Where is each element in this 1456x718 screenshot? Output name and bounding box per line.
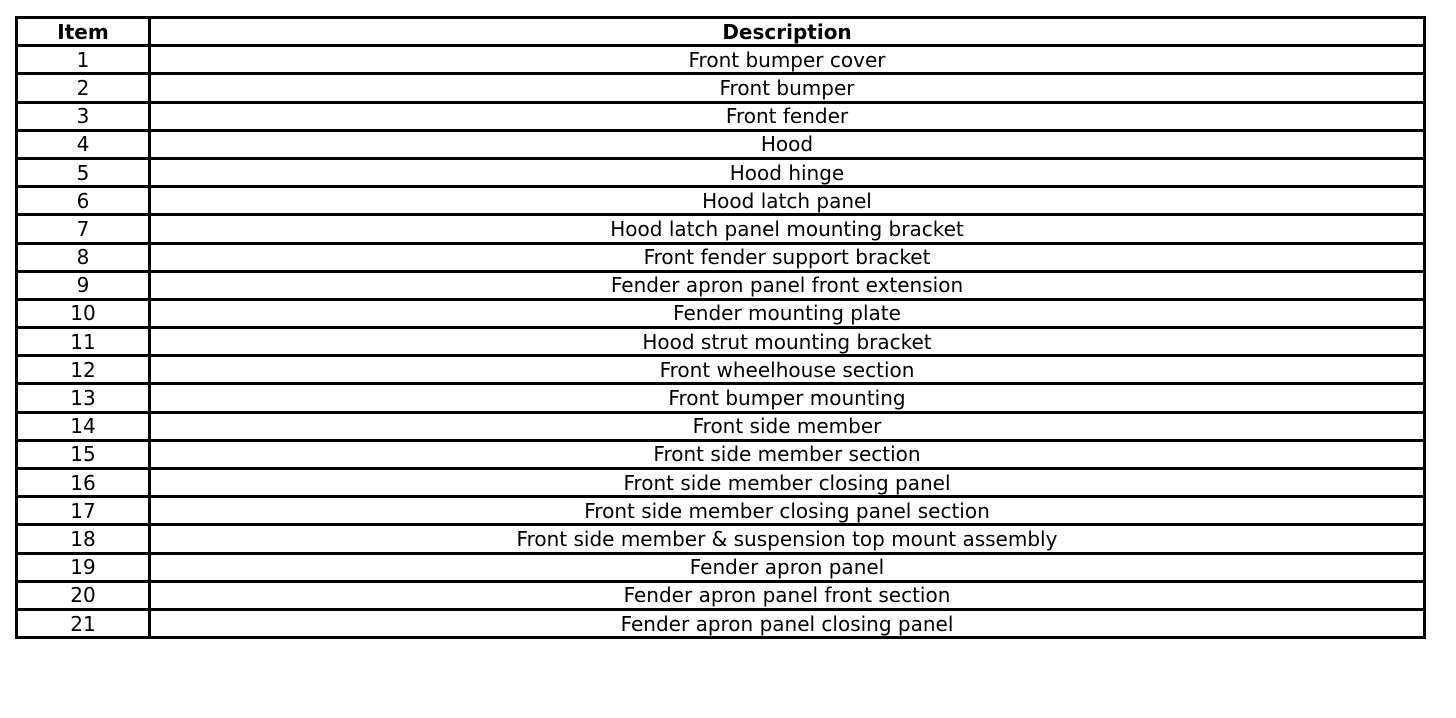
- item-description: Front side member: [150, 412, 1425, 440]
- item-number: 19: [17, 553, 150, 581]
- item-column-header: Item: [17, 18, 150, 46]
- item-description: Front side member closing panel: [150, 469, 1425, 497]
- item-description: Front side member section: [150, 440, 1425, 468]
- table-row: [17, 187, 1425, 215]
- item-number: 7: [17, 215, 150, 243]
- item-number: 1: [17, 46, 150, 74]
- item-description: Front wheelhouse section: [150, 356, 1425, 384]
- item-number: 12: [17, 356, 150, 384]
- item-description: Fender apron panel: [150, 553, 1425, 581]
- item-description: Front bumper mounting: [150, 384, 1425, 412]
- table-row: [17, 384, 1425, 412]
- item-description: Hood hinge: [150, 158, 1425, 186]
- item-number: 3: [17, 102, 150, 130]
- table-row: [17, 412, 1425, 440]
- table-row: [17, 609, 1425, 637]
- table-row: [17, 158, 1425, 186]
- item-description: Fender apron panel front section: [150, 581, 1425, 609]
- table-row: [17, 328, 1425, 356]
- item-number: 11: [17, 328, 150, 356]
- item-number: 17: [17, 497, 150, 525]
- table-row: [17, 271, 1425, 299]
- item-number: 18: [17, 525, 150, 553]
- item-description: Fender apron panel front extension: [150, 271, 1425, 299]
- item-description: Front side member closing panel section: [150, 497, 1425, 525]
- item-description: Hood latch panel: [150, 187, 1425, 215]
- item-description: Front side member & suspension top mount assembly: [150, 525, 1425, 553]
- table-row: [17, 469, 1425, 497]
- item-number: 21: [17, 609, 150, 637]
- table-row: [17, 215, 1425, 243]
- table-row: [17, 553, 1425, 581]
- item-number: 9: [17, 271, 150, 299]
- item-number: 6: [17, 187, 150, 215]
- item-number: 2: [17, 74, 150, 102]
- item-number: 8: [17, 243, 150, 271]
- table-row: [17, 74, 1425, 102]
- table-row: [17, 497, 1425, 525]
- description-column-header: Description: [150, 18, 1425, 46]
- item-number: 5: [17, 158, 150, 186]
- table-row: [17, 440, 1425, 468]
- item-number: 15: [17, 440, 150, 468]
- item-number: 10: [17, 299, 150, 327]
- table-row: [17, 525, 1425, 553]
- table-row: [17, 299, 1425, 327]
- item-description: Front bumper cover: [150, 46, 1425, 74]
- item-description: Hood: [150, 130, 1425, 158]
- item-number: 16: [17, 469, 150, 497]
- item-description: Front fender support bracket: [150, 243, 1425, 271]
- item-description: Front fender: [150, 102, 1425, 130]
- item-number: 14: [17, 412, 150, 440]
- table-row: [17, 130, 1425, 158]
- item-description: Hood strut mounting bracket: [150, 328, 1425, 356]
- table-row: [17, 356, 1425, 384]
- parts-table: [15, 16, 1426, 639]
- item-number: 20: [17, 581, 150, 609]
- item-description: Hood latch panel mounting bracket: [150, 215, 1425, 243]
- item-description: Fender mounting plate: [150, 299, 1425, 327]
- table-row: [17, 243, 1425, 271]
- table-row: [17, 102, 1425, 130]
- item-number: 13: [17, 384, 150, 412]
- item-description: Fender apron panel closing panel: [150, 609, 1425, 637]
- header-row: [17, 18, 1425, 46]
- table-row: [17, 581, 1425, 609]
- item-number: 4: [17, 130, 150, 158]
- table-row: [17, 46, 1425, 74]
- item-description: Front bumper: [150, 74, 1425, 102]
